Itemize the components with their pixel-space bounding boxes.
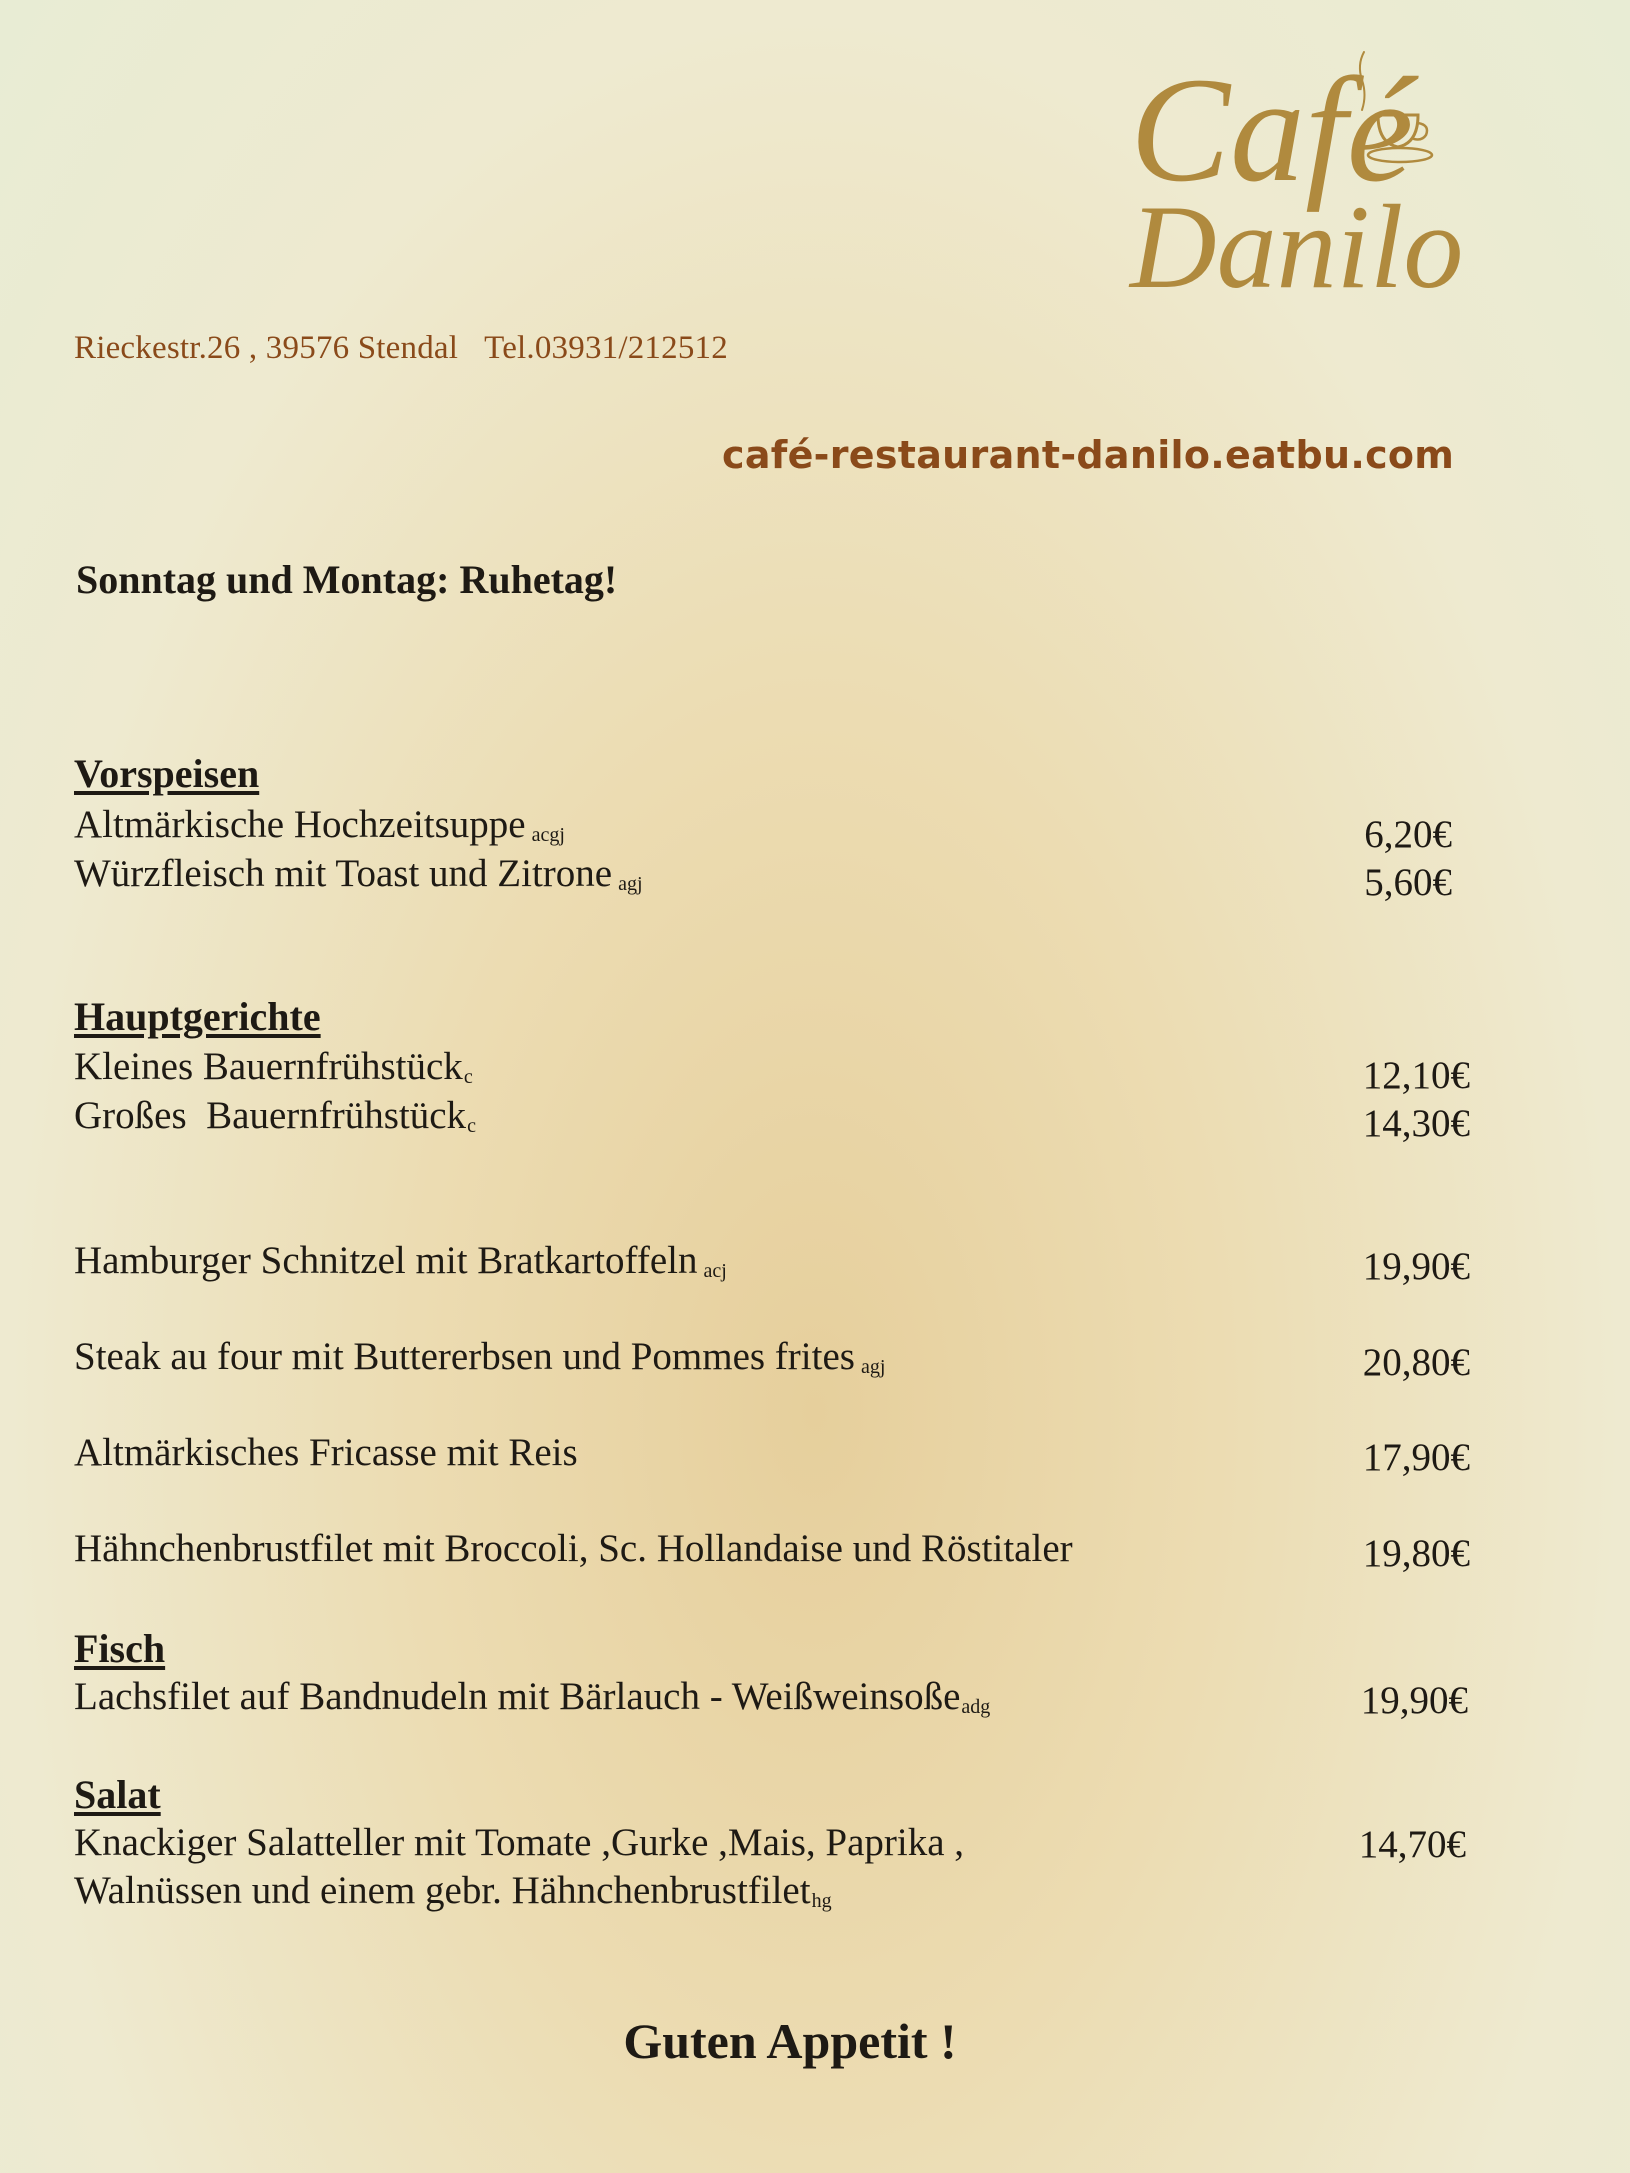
cafe-danilo-logo xyxy=(1110,15,1470,305)
item-name: Lachsfilet auf Bandnudeln mit Bärlauch - Weißweinsoße xyxy=(74,1675,961,1718)
item-price: 19,90€ xyxy=(1360,1679,1468,1722)
allergen-codes: hg xyxy=(811,1890,832,1912)
menu-item-line-1: Knackiger Salatteller mit Tomate ,Gurke ,Mais, Paprika , xyxy=(74,1821,965,1864)
menu-item-line-2 xyxy=(74,1867,832,1925)
item-price: 14,70€ xyxy=(1358,1823,1466,1866)
allergen-codes: adg xyxy=(961,1696,991,1718)
item-name: Altmärkisches Fricasse mit Reis xyxy=(74,1431,578,1474)
menu-item xyxy=(74,1429,578,1477)
item-name: Altmärkische Hochzeitsuppe xyxy=(74,803,526,846)
section-heading-fisch: Fisch xyxy=(74,1626,166,1671)
item-price: 12,10€ xyxy=(1362,1054,1470,1097)
item-price: 14,30€ xyxy=(1362,1102,1470,1145)
item-price: 19,80€ xyxy=(1362,1532,1470,1575)
allergen-codes: acj xyxy=(703,1260,727,1282)
section-heading-vorspeisen: Vorspeisen xyxy=(74,751,260,796)
item-price: 20,80€ xyxy=(1362,1341,1470,1384)
allergen-codes: agj xyxy=(860,1356,886,1378)
menu-item xyxy=(74,1525,1073,1573)
allergen-codes: c xyxy=(467,1115,476,1137)
allergen-codes: c xyxy=(463,1066,473,1088)
item-price: 5,60€ xyxy=(1364,861,1452,904)
item-name: Kleines Bauernfrühstück xyxy=(74,1045,463,1088)
item-price: 6,20€ xyxy=(1364,813,1452,856)
address-line xyxy=(74,330,728,367)
website-link[interactable]: café-restaurant-danilo.eatbu.com xyxy=(722,433,1455,477)
section-heading-salat: Salat xyxy=(74,1772,161,1817)
menu-item xyxy=(74,1333,885,1391)
menu-item xyxy=(74,1673,990,1731)
item-name: Würzfleisch mit Toast und Zitrone xyxy=(74,852,613,895)
menu-item xyxy=(74,1237,727,1295)
menu-item xyxy=(74,1092,476,1150)
item-price: 19,90€ xyxy=(1362,1245,1470,1288)
item-name: Hamburger Schnitzel mit Bratkartoffeln xyxy=(74,1239,698,1282)
item-name: Walnüssen und einem gebr. Hähnchenbrustfilet xyxy=(74,1869,811,1912)
item-name: Großes Bauernfrühstück xyxy=(74,1094,467,1137)
allergen-codes: acgj xyxy=(531,824,565,846)
allergen-codes: agj xyxy=(618,873,643,895)
logo-line-danilo: Danilo xyxy=(1130,180,1464,305)
closing-greeting: Guten Appetit ! xyxy=(623,2013,957,2069)
closing-days-notice: Sonntag und Montag: Ruhetag! xyxy=(76,557,618,602)
item-name: Hähnchenbrustfilet mit Broccoli, Sc. Hollandaise und Röstitaler xyxy=(74,1527,1073,1570)
item-name: Steak au four mit Buttererbsen und Pommes frites xyxy=(74,1335,855,1378)
item-price: 17,90€ xyxy=(1362,1436,1470,1479)
logo-line-cafe: Café xyxy=(1130,47,1414,213)
telephone: Tel.03931/212512 xyxy=(484,330,728,366)
section-heading-hauptgerichte: Hauptgerichte xyxy=(74,994,321,1039)
address: Rieckestr.26 , 39576 Stendal xyxy=(74,330,459,366)
menu-item xyxy=(74,850,643,908)
